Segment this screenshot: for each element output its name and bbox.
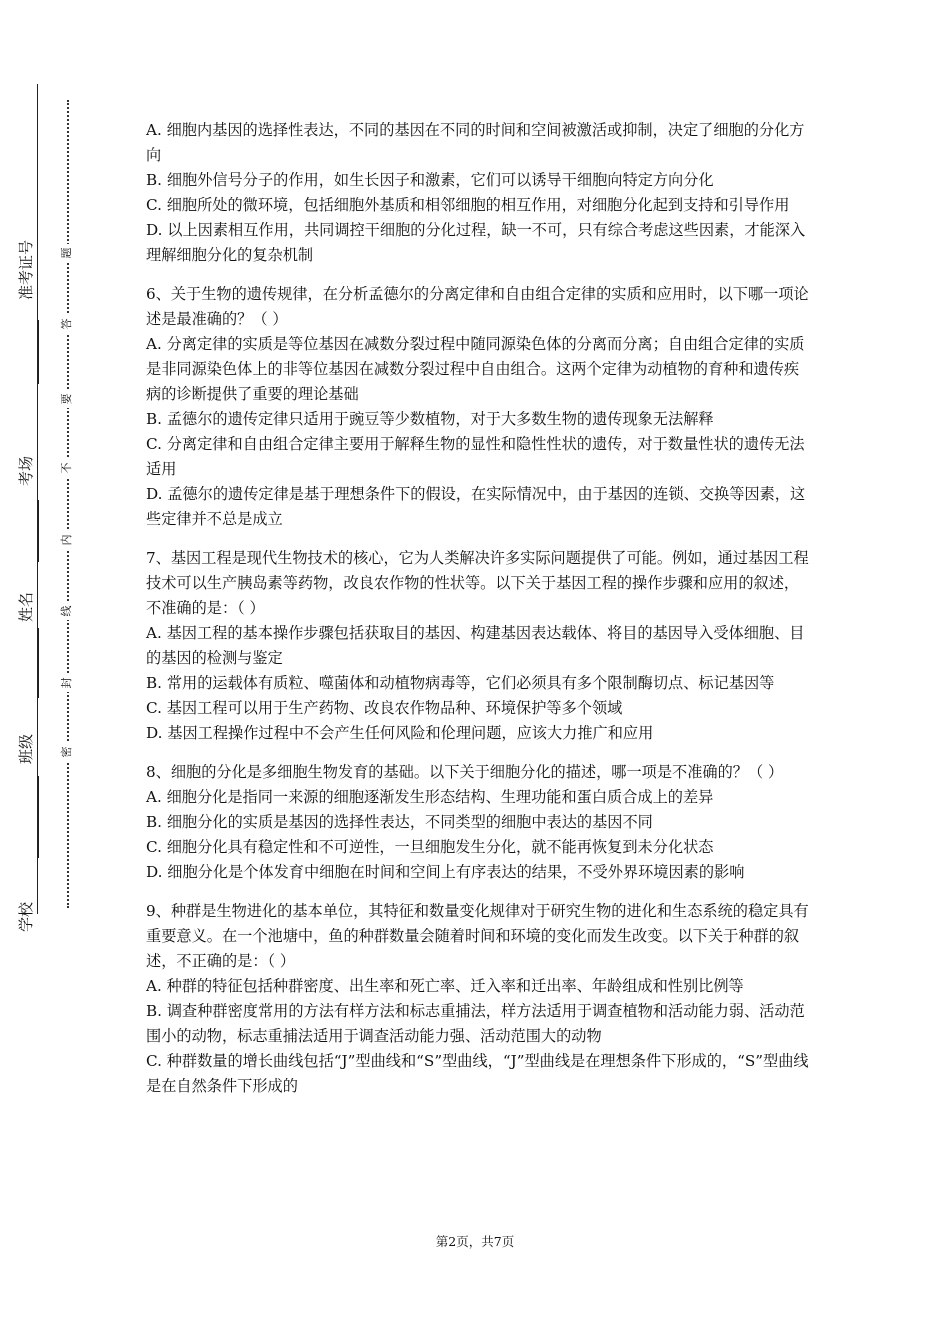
option-b: B. 调查种群密度常用的方法有样方法和标志重捕法，样方法适用于调查植物和活动能力弱、活动范围小的动物，标志重捕法适用于调查活动能力强、活动范围大的动物 <box>146 1002 805 1045</box>
field-label-class: 班级 <box>17 733 35 764</box>
option-b: B. 细胞分化的实质是基因的选择性表达，不同类型的细胞中表达的基因不同 <box>146 813 653 831</box>
seal-dotted-line <box>67 100 69 908</box>
option-a: A. 细胞分化是指同一来源的细胞逐渐发生形态结构、生理功能和蛋白质合成上的差异 <box>146 788 714 806</box>
seal-char: 内 <box>58 531 76 549</box>
option-c: C. 细胞分化具有稳定性和不可逆性，一旦细胞发生分化，就不能再恢复到未分化状态 <box>146 838 714 856</box>
seal-char: 要 <box>58 390 76 408</box>
option-c: C. 分离定律和自由组合定律主要用于解释生物的显性和隐性性状的遗传，对于数量性状的遗传无法适用 <box>146 435 805 478</box>
seal-char: 线 <box>58 602 76 620</box>
seal-char: 不 <box>58 459 76 477</box>
option-a: A. 种群的特征包括种群密度、出生率和死亡率、迁入率和迁出率、年龄组成和性别比例等 <box>146 977 744 995</box>
option-d: D. 孟德尔的遗传定律是基于理想条件下的假设，在实际情况中，由于基因的连锁、交换等因素，这些定律并不总是成立 <box>146 485 806 528</box>
question-content <box>146 118 814 1099</box>
seal-char: 密 <box>58 743 76 761</box>
field-blank-name[interactable] <box>38 628 39 698</box>
option-b: B. 细胞外信号分子的作用，如生长因子和激素，它们可以诱导干细胞向特定方向分化 <box>146 171 714 189</box>
option-c: C. 种群数量的增长曲线包括“J”型曲线和“S”型曲线，“J”型曲线是在理想条件下形成的，“S”型曲线是在自然条件下形成的 <box>146 1052 809 1095</box>
question-7-stem: 7、基因工程是现代生物技术的核心，它为人类解决许多实际问题提供了可能。例如，通过基因工程技术可以生产胰岛素等药物，改良农作物的性状等。以下关于基因工程的操作步骤和应用的叙述，不准确的是：（ ） <box>146 549 809 617</box>
field-label-exam-room: 考场 <box>17 455 35 486</box>
question-6-stem: 6、关于生物的遗传规律，在分析孟德尔的分离定律和自由组合定律的实质和应用时，以下哪一项论述是最准确的？（ ） <box>146 285 809 328</box>
option-b: B. 常用的运载体有质粒、噬菌体和动植物病毒等，它们必须具有多个限制酶切点、标记基因等 <box>146 674 775 692</box>
question-9-stem: 9、种群是生物进化的基本单位，其特征和数量变化规律对于研究生物的进化和生态系统的稳定具有重要意义。在一个池塘中，鱼的种群数量会随着时间和环境的变化而发生改变。以下关于种群的叙述，不正确的是：（ ） <box>146 902 809 970</box>
option-a: A. 细胞内基因的选择性表达，不同的基因在不同的时间和空间被激活或抑制，决定了细胞的分化方向 <box>146 121 805 164</box>
option-d: D. 细胞分化是个体发育中细胞在时间和空间上有序表达的结果，不受外界环境因素的影响 <box>146 863 745 881</box>
field-blank-exam-room[interactable] <box>38 500 39 562</box>
field-blank-class[interactable] <box>38 776 39 858</box>
seal-char: 封 <box>58 674 76 692</box>
option-c: C. 基因工程可以用于生产药物、改良农作物品种、环境保护等多个领域 <box>146 699 623 717</box>
question-8-stem: 8、细胞的分化是多细胞生物发育的基础。以下关于细胞分化的描述，哪一项是不准确的？（ ） <box>146 763 784 781</box>
seal-char: 答 <box>58 315 76 333</box>
option-a: A. 分离定律的实质是等位基因在减数分裂过程中随同源染色体的分离而分离；自由组合定律的实质是非同源染色体上的非等位基因在减数分裂过程中自由组合。这两个定律为动植物的育种和遗传疾病的诊断提供了重要的理论基础 <box>146 335 805 403</box>
option-c: C. 细胞所处的微环境，包括细胞外基质和相邻细胞的相互作用，对细胞分化起到支持和引导作用 <box>146 196 790 214</box>
field-blank-exam-number[interactable] <box>38 320 39 384</box>
option-a: A. 基因工程的基本操作步骤包括获取目的基因、构建基因表达载体、将目的基因导入受体细胞、目的基因的检测与鉴定 <box>146 624 805 667</box>
field-label-name: 姓名 <box>17 591 35 622</box>
seal-char: 题 <box>58 244 76 262</box>
option-d: D. 基因工程操作过程中不会产生任何风险和伦理问题，应该大力推广和应用 <box>146 724 654 742</box>
field-label-exam-number: 准考证号 <box>17 239 35 300</box>
option-b: B. 孟德尔的遗传定律只适用于豌豆等少数植物，对于大多数生物的遗传现象无法解释 <box>146 410 714 428</box>
page-footer: 第2页，共7页 <box>435 1234 515 1249</box>
field-label-school: 学校 <box>17 901 35 932</box>
option-d: D. 以上因素相互作用，共同调控干细胞的分化过程，缺一不可，只有综合考虑这些因素，才能深入理解细胞分化的复杂机制 <box>146 221 806 264</box>
